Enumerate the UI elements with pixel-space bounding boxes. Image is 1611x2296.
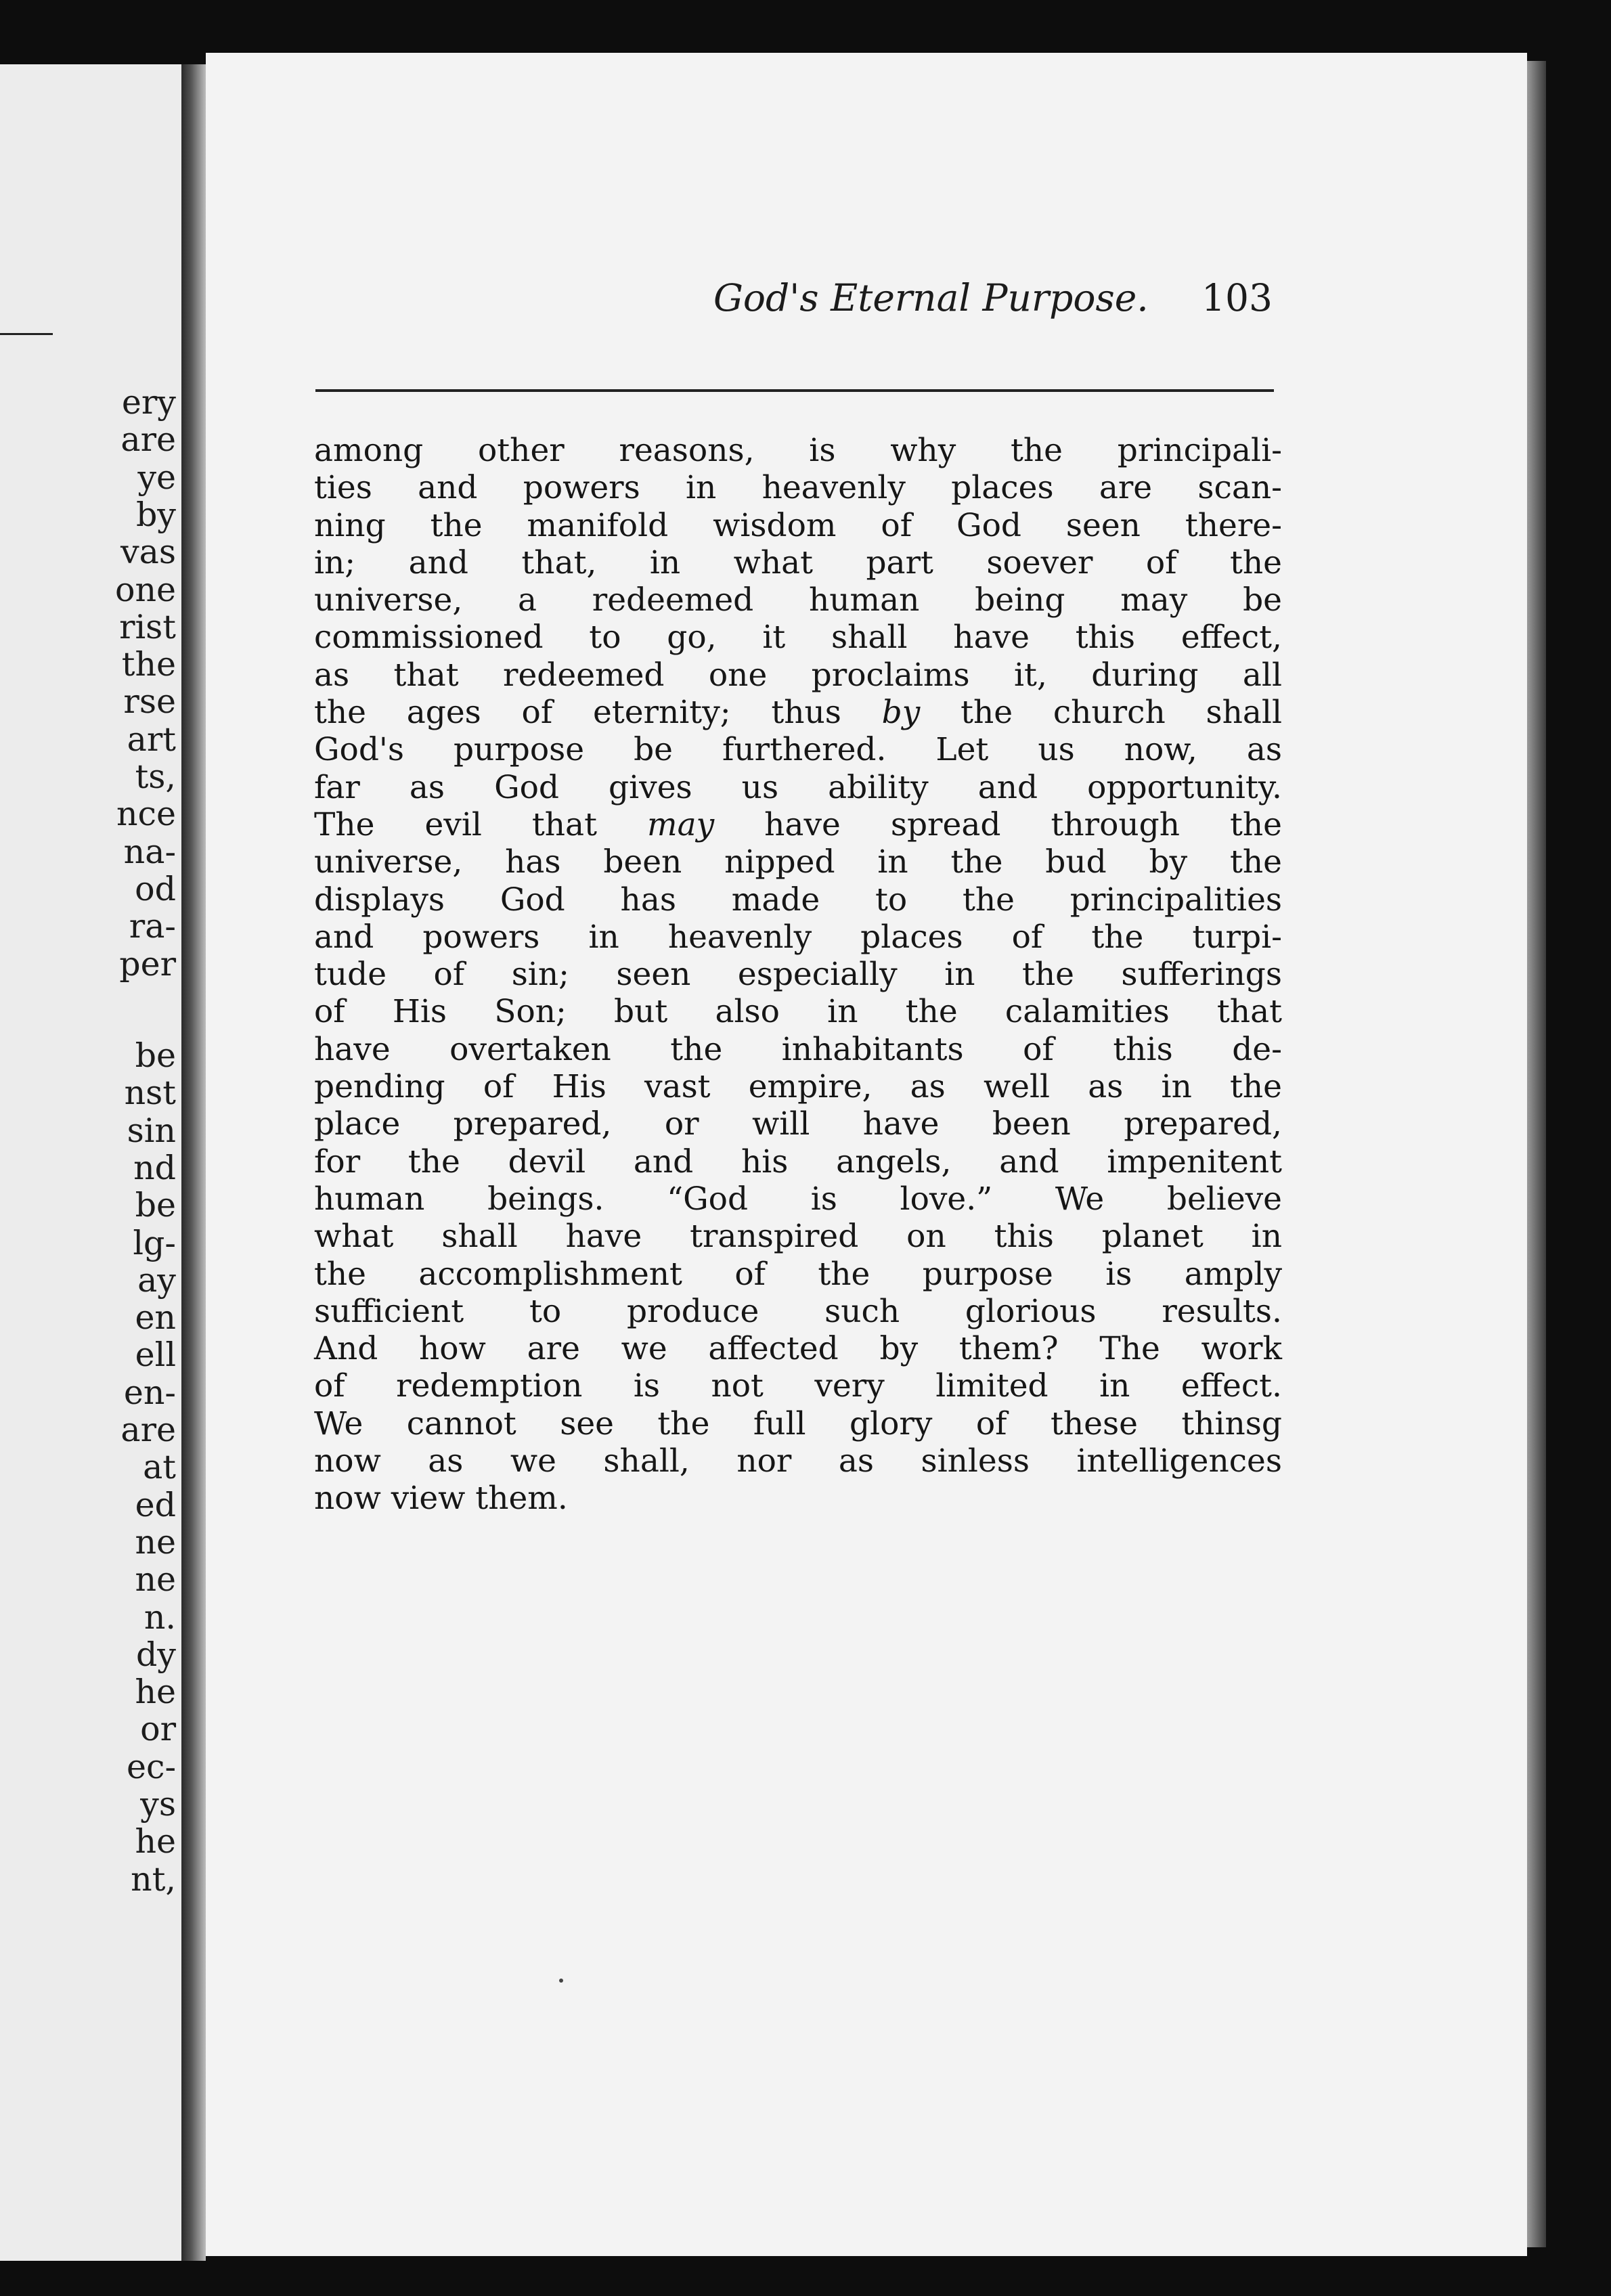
text-line: universe, a redeemed human being may be xyxy=(314,581,1282,619)
facing-page-text: ne xyxy=(135,1560,176,1599)
facing-page-text: be xyxy=(135,1036,176,1075)
facing-page-text: rse xyxy=(123,682,176,722)
facing-page-text: od xyxy=(135,869,176,908)
facing-page-text: ra- xyxy=(129,907,176,946)
text-line: ties and powers in heavenly places are scan- xyxy=(314,469,1282,507)
facing-page-text: ys xyxy=(140,1785,176,1824)
facing-page-text: nce xyxy=(116,795,176,834)
facing-page-text: n. xyxy=(144,1597,176,1637)
facing-page-text: ay xyxy=(137,1260,176,1300)
text-line: the accomplishment of the purpose is amply xyxy=(314,1255,1282,1293)
text-line: as that redeemed one proclaims it, during all xyxy=(314,656,1282,694)
text-line: of redemption is not very limited in effect. xyxy=(314,1367,1282,1405)
facing-page-text: by xyxy=(135,495,176,534)
facing-page-text: be xyxy=(135,1186,176,1225)
text-line: have overtaken the inhabitants of this de- xyxy=(314,1030,1282,1068)
facing-page-text: na- xyxy=(123,832,176,871)
text-line xyxy=(314,806,1282,843)
body-text xyxy=(314,432,1282,1518)
text-line: among other reasons, is why the principali- xyxy=(314,432,1282,469)
facing-page-text: ell xyxy=(135,1335,176,1375)
facing-page-text: he xyxy=(135,1673,176,1712)
facing-page-text: sin xyxy=(127,1111,176,1150)
facing-page-text: are xyxy=(120,420,176,460)
italic-word: may xyxy=(647,805,715,843)
page-number: 103 xyxy=(1201,276,1273,319)
text-line: We cannot see the full glory of these thinsg xyxy=(314,1405,1282,1442)
text-line: And how are we affected by them? The work xyxy=(314,1330,1282,1368)
facing-page-text: are xyxy=(120,1411,176,1449)
text-line: human beings. “God is love.” We believe xyxy=(314,1180,1282,1218)
text-line xyxy=(314,694,1282,731)
facing-page-text: en xyxy=(135,1298,176,1338)
text-line: tude of sin; seen especially in the sufferings xyxy=(314,956,1282,994)
text-line: what shall have transpired on this planet in xyxy=(314,1218,1282,1256)
text-line: and powers in heavenly places of the turpi- xyxy=(314,918,1282,956)
page-edge xyxy=(1527,61,1546,2247)
facing-page-text: nd xyxy=(133,1148,176,1187)
text-line: now as we shall, nor as sinless intelligences xyxy=(314,1442,1282,1480)
text-line: displays God has made to the principalities xyxy=(314,881,1282,919)
text-line: God's purpose be furthered. Let us now, as xyxy=(314,731,1282,769)
facing-page-fragment xyxy=(0,64,181,2261)
text-line: of His Son; but also in the calamities that xyxy=(314,993,1282,1031)
facing-page-text: or xyxy=(140,1710,176,1749)
facing-page-rule xyxy=(0,333,53,335)
text-line: universe, has been nipped in the bud by the xyxy=(314,843,1282,881)
facing-page-text: lg- xyxy=(133,1223,176,1262)
text-line: place prepared, or will have been prepared, xyxy=(314,1105,1282,1143)
text-line: pending of His vast empire, as well as in the xyxy=(314,1068,1282,1106)
running-head xyxy=(314,276,1273,330)
facing-page-text: he xyxy=(135,1822,176,1861)
facing-page-text: ed xyxy=(135,1485,176,1524)
facing-page-text: dy xyxy=(135,1635,176,1674)
header-rule xyxy=(315,389,1274,392)
facing-page-text: one xyxy=(114,570,176,609)
facing-page-text: ts, xyxy=(135,757,176,796)
ink-speck xyxy=(559,1979,563,1983)
text-line: ning the manifold wisdom of God seen there- xyxy=(314,506,1282,544)
text-run: have spread through the xyxy=(714,805,1282,843)
facing-page-text: en- xyxy=(123,1373,176,1412)
book-page xyxy=(206,53,1527,2256)
text-run: the church shall xyxy=(920,694,1282,732)
facing-page-text: vas xyxy=(120,533,176,572)
text-line: for the devil and his angels, and impenitent xyxy=(314,1143,1282,1180)
facing-page-text: rist xyxy=(119,607,176,646)
facing-page-text: per xyxy=(119,944,176,984)
text-run: the ages of eternity; thus xyxy=(314,694,882,732)
facing-page-text: the xyxy=(121,645,176,684)
italic-word: by xyxy=(881,694,921,732)
facing-page-text: ye xyxy=(137,458,176,497)
facing-page-text: at xyxy=(143,1448,176,1487)
text-line: sufficient to produce such glorious results. xyxy=(314,1292,1282,1330)
text-line: commissioned to go, it shall have this effect, xyxy=(314,619,1282,657)
facing-page-text: nst xyxy=(124,1074,176,1113)
text-line: now view them. xyxy=(314,1480,568,1518)
running-head-title: God's Eternal Purpose. xyxy=(713,276,1149,319)
facing-page-text: ec- xyxy=(127,1747,176,1786)
facing-page-text: ne xyxy=(135,1522,176,1562)
text-line: far as God gives us ability and opportunity. xyxy=(314,768,1282,806)
text-line: in; and that, in what part soever of the xyxy=(314,544,1282,581)
facing-page-text: ery xyxy=(121,383,176,422)
book-binding xyxy=(181,64,206,2261)
text-run: The evil that xyxy=(314,805,647,843)
facing-page-text: art xyxy=(127,720,176,759)
facing-page-text: nt, xyxy=(131,1859,176,1899)
